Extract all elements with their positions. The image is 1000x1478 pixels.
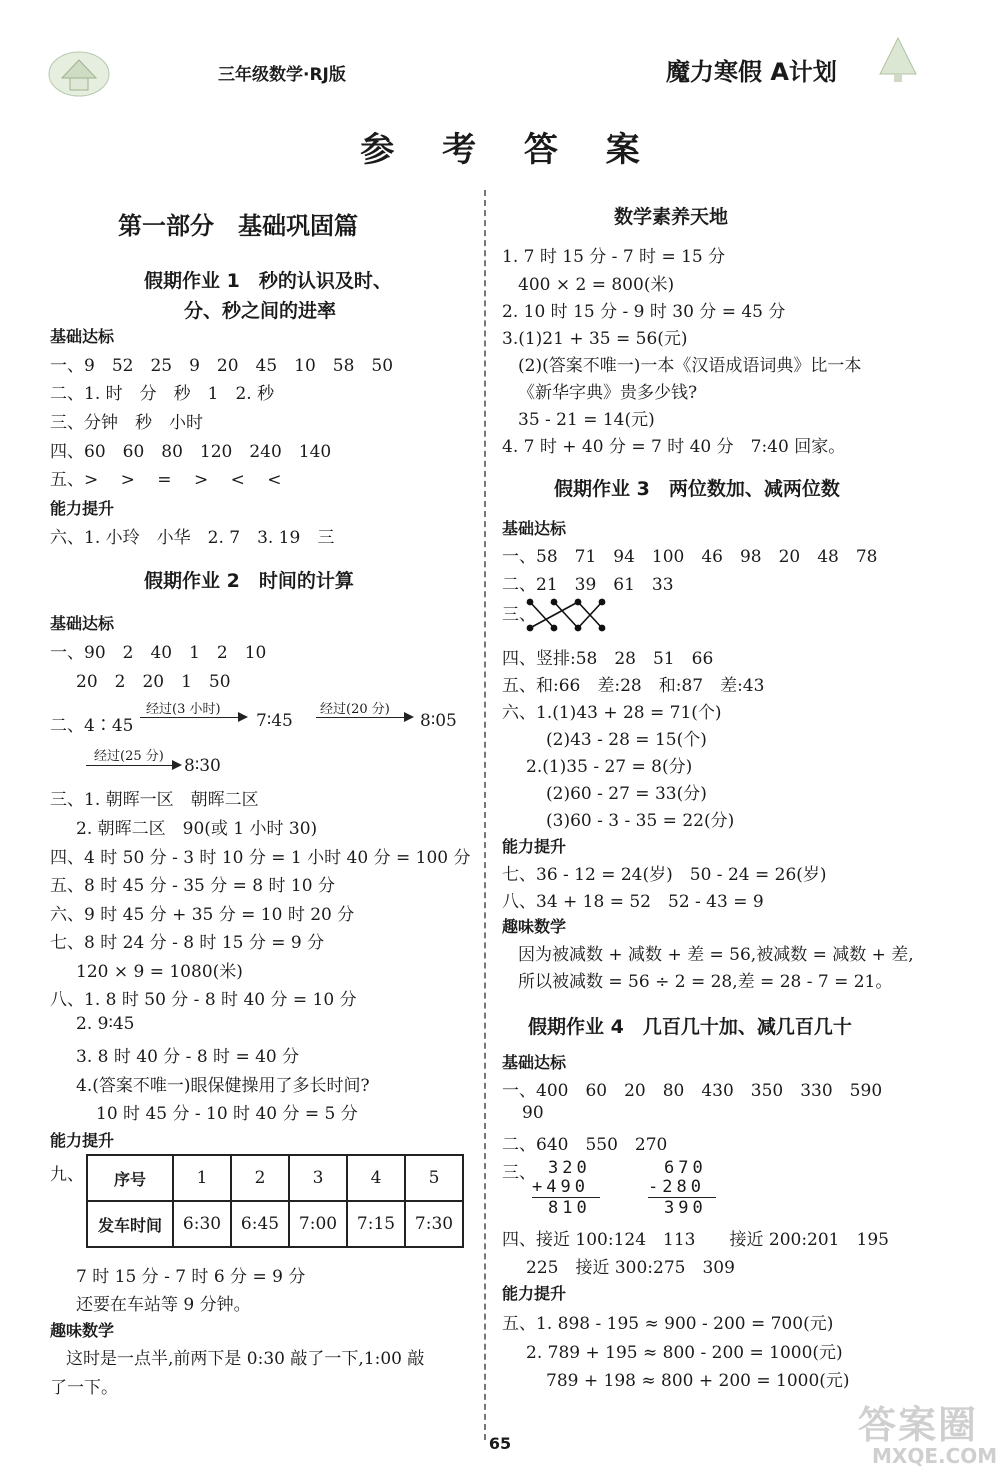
hw4-title: 假期作业 4 几百几十加、减几百几十 (528, 1016, 852, 1038)
column-divider (484, 190, 486, 1440)
sx-line-3: 2. 10 时 15 分 - 9 时 30 分 = 45 分 (502, 302, 786, 322)
hw2-line-14: 10 时 45 分 - 10 时 40 分 = 5 分 (96, 1104, 358, 1124)
table-row (87, 1155, 463, 1201)
hw2-line-8: 七、8 时 24 分 - 8 时 15 分 = 9 分 (50, 933, 325, 953)
page-number: 65 (488, 1434, 512, 1453)
hw1-line-2: 二、1. 时 分 秒 1 2. 秒 (50, 384, 275, 404)
hw3-line-2: 二、21 39 61 33 (502, 575, 674, 595)
hw2-line-3: 三、1. 朝晖一区 朝晖二区 (50, 790, 259, 810)
hw3-line-5: 六、1.(1)43 + 28 = 71(个) (502, 703, 722, 723)
table-cell: 7:00 (289, 1201, 347, 1247)
hw2-ability-heading: 能力提升 (50, 1131, 115, 1150)
publisher-logo (44, 42, 114, 102)
table-cell: 5 (405, 1155, 463, 1201)
hw4-line-2: 90 (522, 1103, 544, 1123)
hw2-line-2: 20 2 20 1 50 (76, 672, 231, 692)
vertical-sum-2-top: 670 (664, 1158, 707, 1178)
hw3-line-11: 八、34 + 18 = 52 52 - 43 = 9 (502, 892, 764, 912)
hw3-line-12: 因为被减数 + 减数 + 差 = 56,被减数 = 减数 + 差, (518, 945, 914, 965)
hw3-ability-heading: 能力提升 (502, 837, 567, 856)
arrow-3 (86, 765, 180, 766)
hw3-line-10: 七、36 - 12 = 24(岁) 50 - 24 = 26(岁) (502, 865, 827, 885)
time-3: 8∶05 (420, 711, 457, 731)
page-title: 参 考 答 案 (360, 130, 658, 170)
sx-line-5: (2)(答案不唯一)一本《汉语成语词典》比一本 (518, 356, 862, 376)
tree-decoration-icon (872, 34, 924, 86)
table-cell: 3 (289, 1155, 347, 1201)
arrow-label-2: 经过(20 分) (320, 702, 390, 717)
time-start: 二、4∶45 (50, 716, 134, 736)
vertical-sum-1-result: 810 (548, 1198, 591, 1218)
hw1-basic-heading: 基础达标 (50, 327, 115, 346)
hw2-line-7: 六、9 时 45 分 + 35 分 = 10 时 20 分 (50, 905, 355, 925)
hw1-ability-heading: 能力提升 (50, 499, 115, 518)
hw1-line-3: 三、分钟 秒 小时 (50, 413, 203, 433)
hw2-line-10: 八、1. 8 时 50 分 - 8 时 40 分 = 10 分 (50, 990, 357, 1010)
time-2: 7∶45 (256, 711, 293, 731)
hw2-title: 假期作业 2 时间的计算 (144, 570, 354, 592)
vertical-sum-2-result: 390 (664, 1198, 707, 1218)
arrow-label-3: 经过(25 分) (94, 749, 164, 764)
hw2-line-9: 120 × 9 = 1080(米) (76, 962, 243, 982)
hw4-ability-heading: 能力提升 (502, 1284, 567, 1303)
hw3-fun-heading: 趣味数学 (502, 917, 567, 936)
table-cell: 6:45 (231, 1201, 289, 1247)
header-book-title: 三年级数学·RJ版 (218, 65, 346, 85)
hw2-basic-heading: 基础达标 (50, 614, 115, 633)
sx-line-2: 400 × 2 = 800(米) (518, 275, 675, 295)
hw2-line-5: 四、4 时 50 分 - 3 时 10 分 = 1 小时 40 分 = 100 分 (50, 848, 471, 868)
hw3-basic-heading: 基础达标 (502, 519, 567, 538)
watermark-url: MXQE.COM (872, 1444, 998, 1468)
hw2-line-12: 3. 8 时 40 分 - 8 时 = 40 分 (76, 1047, 300, 1067)
bus-schedule-table (86, 1154, 464, 1248)
time-4: 8∶30 (184, 756, 221, 776)
hw2-line-16: 还要在车站等 9 分钟。 (76, 1295, 251, 1315)
hw2-line-11: 2. 9∶45 (76, 1014, 135, 1034)
hw2-line-15: 7 时 15 分 - 7 时 6 分 = 9 分 (76, 1267, 306, 1287)
hw3-line-4: 五、和:66 差:28 和:87 差:43 (502, 676, 765, 696)
hw1-title-line1: 假期作业 1 秒的认识及时、 (144, 270, 392, 292)
header-series-title: 魔力寒假 A计划 (666, 58, 837, 86)
vertical-sum-1-addend: +490 (532, 1177, 589, 1197)
sx-line-4: 3.(1)21 + 35 = 56(元) (502, 329, 688, 349)
table-header-cell: 序号 (87, 1155, 173, 1201)
hw3-three-label: 三、 (502, 605, 536, 625)
vertical-sum-2-subtrahend: -280 (648, 1177, 705, 1197)
watermark-logo: 答案圈 (858, 1403, 979, 1447)
hw2-line-6: 五、8 时 45 分 - 35 分 = 8 时 10 分 (50, 876, 335, 896)
sx-line-6: 《新华字典》贵多少钱? (518, 383, 698, 403)
table-cell: 1 (173, 1155, 231, 1201)
hw2-nine-label: 九、 (50, 1165, 84, 1185)
sx-line-1: 1. 7 时 15 分 - 7 时 = 15 分 (502, 247, 726, 267)
hw2-line-13: 4.(答案不唯一)眼保健操用了多长时间? (76, 1076, 370, 1096)
hw4-line-4: 四、接近 100:124 113 接近 200:201 195 (502, 1230, 889, 1250)
vertical-sum-1-top: 320 (548, 1158, 591, 1178)
arrow-2 (316, 717, 412, 718)
hw3-line-9: (3)60 - 3 - 35 = 22(分) (546, 811, 735, 831)
hw2-fun-heading: 趣味数学 (50, 1321, 115, 1340)
hw4-line-6: 五、1. 898 - 195 ≈ 900 - 200 = 700(元) (502, 1314, 834, 1334)
hw1-line-5: 五、> > = > < < (50, 470, 282, 490)
table-header-cell: 发车时间 (87, 1201, 173, 1247)
hw3-line-3: 四、竖排:58 28 51 66 (502, 649, 714, 669)
hw4-three-label: 三、 (502, 1163, 536, 1183)
hw3-line-1: 一、58 71 94 100 46 98 20 48 78 (502, 547, 878, 567)
math-literacy-title: 数学素养天地 (614, 206, 729, 228)
hw1-line-4: 四、60 60 80 120 240 140 (50, 442, 332, 462)
hw4-line-7: 2. 789 + 195 ≈ 800 - 200 = 1000(元) (526, 1343, 843, 1363)
table-cell: 2 (231, 1155, 289, 1201)
sx-line-8: 4. 7 时 + 40 分 = 7 时 40 分 7:40 回家。 (502, 437, 846, 457)
hw1-title-line2: 分、秒之间的进率 (184, 300, 337, 322)
matching-lines-diagram (522, 596, 612, 640)
hw1-line-1: 一、9 52 25 9 20 45 10 58 50 (50, 356, 394, 376)
table-cell: 6:30 (173, 1201, 231, 1247)
hw4-line-5: 225 接近 300:275 309 (526, 1258, 735, 1278)
table-cell: 7:30 (405, 1201, 463, 1247)
hw4-line-1: 一、400 60 20 80 430 350 330 590 (502, 1081, 883, 1101)
part-title: 第一部分 基础巩固篇 (118, 212, 358, 240)
hw4-line-3: 二、640 550 270 (502, 1135, 668, 1155)
hw2-line-17: 这时是一点半,前两下是 0:30 敲了一下,1:00 敲 (66, 1349, 425, 1369)
hw3-line-8: (2)60 - 27 = 33(分) (546, 784, 707, 804)
table-row (87, 1201, 463, 1247)
arrow-1 (140, 717, 246, 718)
arrow-label-1: 经过(3 小时) (146, 702, 221, 717)
hw3-title: 假期作业 3 两位数加、减两位数 (554, 478, 840, 500)
hw3-line-7: 2.(1)35 - 27 = 8(分) (526, 757, 693, 777)
hw1-line-6: 六、1. 小玲 小华 2. 7 3. 19 三 (50, 528, 335, 548)
hw2-line-1: 一、90 2 40 1 2 10 (50, 643, 267, 663)
table-cell: 7:15 (347, 1201, 405, 1247)
sx-line-7: 35 - 21 = 14(元) (518, 410, 655, 430)
hw4-basic-heading: 基础达标 (502, 1053, 567, 1072)
hw3-line-13: 所以被减数 = 56 ÷ 2 = 28,差 = 28 - 7 = 21。 (518, 972, 893, 992)
hw3-line-6: (2)43 - 28 = 15(个) (546, 730, 707, 750)
hw2-line-4: 2. 朝晖二区 90(或 1 小时 30) (76, 819, 318, 839)
hw2-line-18: 了一下。 (50, 1378, 118, 1398)
table-cell: 4 (347, 1155, 405, 1201)
hw4-line-8: 789 + 198 ≈ 800 + 200 = 1000(元) (546, 1371, 850, 1391)
